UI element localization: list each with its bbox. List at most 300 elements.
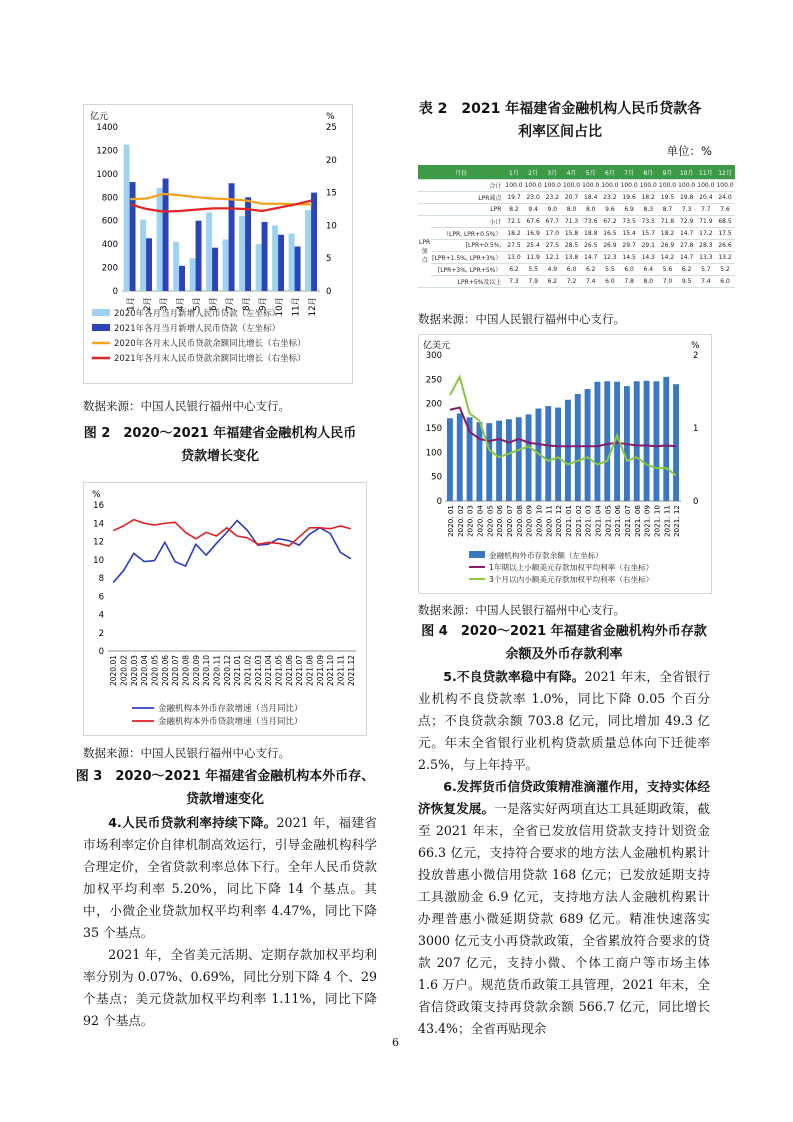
rate-table-cell: 27.5 xyxy=(504,240,523,252)
fig2-bar-2020 xyxy=(223,239,229,291)
table2-title-line2: 利率区间占比 xyxy=(518,124,602,140)
fig4-x-tick: 2020. 07 xyxy=(504,505,514,538)
fig4-x-tick: 2020. 08 xyxy=(514,505,524,538)
fig4-left-tick: 250 xyxy=(425,375,442,386)
rate-table-cell: 16.5 xyxy=(600,228,619,240)
rate-table-cell: 73.5 xyxy=(620,216,639,228)
fig4-bar xyxy=(447,418,453,501)
fig2-bar-2021 xyxy=(179,266,185,291)
fig4-x-tick: 2021. 08 xyxy=(632,505,642,538)
rate-table-cell: 72.1 xyxy=(504,216,523,228)
fig4-bar xyxy=(555,408,561,501)
rate-table-cell: 7.9 xyxy=(524,276,543,288)
rate-table-row xyxy=(418,240,735,252)
fig3-x-tick: 2020.04 xyxy=(140,655,150,687)
para-6-body: 一是落实好两项直达工具延期政策，截至 2021 年末，全省已发放信用贷款支持计划资金 66.3 亿元，支持符合要求的地方法人金融机构累计投放普惠小微信用贷款 168 亿元；已发放延期支持工具激励金 6.9 亿元，支持地方法人金融机构累计办理普惠小微延期贷款 689 亿元。精准快速落实 3000 亿元支小再贷款政策，全省累放符合要求的贷款 207 亿元，支持小微、个体工商户等市场主体 1.6 万户。规范货币政策工具管理，2021 年末，全省信贷政策支持再贷款余额 566.7 亿元，同比增长 43.4%；全省再贴现余 xyxy=(418,801,711,1036)
fig4-legend-swatch xyxy=(469,551,485,558)
rate-table-cell: 6.0 xyxy=(620,264,639,276)
fig3-x-tick: 2020.11 xyxy=(212,655,222,687)
fig3-x-tick: 2021.03 xyxy=(253,655,263,687)
rate-table-cell: 71.9 xyxy=(696,216,715,228)
fig3-x-tick: 2021.10 xyxy=(326,655,336,687)
fig4-x-tick: 2020. 03 xyxy=(465,505,475,538)
fig3-x-tick: 2021.05 xyxy=(274,655,284,687)
fig4-x-tick: 2021. 02 xyxy=(573,505,583,538)
fig2-right-unit: % xyxy=(326,112,335,122)
rate-table-cell: 26.5 xyxy=(581,240,600,252)
rate-table-cell: 16.9 xyxy=(524,228,543,240)
rate-table-cell: 8.0 xyxy=(581,204,600,216)
fig4-left-tick: 300 xyxy=(425,351,442,361)
fig3-legend-label: 金融机构本外币存款增速（当月同比） xyxy=(158,704,303,714)
fig2-bar-2021 xyxy=(295,246,301,291)
rate-table-cell: 5.6 xyxy=(658,264,677,276)
rate-table-row-label: LPR减点 xyxy=(431,192,504,204)
table2-unit: 单位：% xyxy=(666,144,712,158)
rate-table-row-label: 合计 xyxy=(431,180,504,192)
fig2-x-tick: 9月 xyxy=(258,297,269,311)
rate-table-cell: 67.6 xyxy=(524,216,543,228)
fig4-left-tick: 0 xyxy=(436,497,442,507)
fig3-y-tick: 4 xyxy=(98,610,104,621)
rate-table-cell: 13.8 xyxy=(562,252,581,264)
fig2-bar-2020 xyxy=(256,244,262,291)
rate-table-row xyxy=(418,276,735,288)
fig3-x-tick: 2021.12 xyxy=(346,655,356,687)
rate-table-cell: 14.2 xyxy=(658,252,677,264)
fig2-bar-2021 xyxy=(245,197,251,291)
fig4-bar xyxy=(486,423,492,501)
fig4-x-tick: 2021. 07 xyxy=(622,505,632,538)
rate-table-cell: 18.2 xyxy=(639,192,658,204)
fig2-x-tick: 11月 xyxy=(291,297,302,317)
page-number: 6 xyxy=(392,1036,399,1049)
rate-table-cell: 26.6 xyxy=(715,240,734,252)
rate-table-header-cell: 8月 xyxy=(639,165,658,180)
fig2-left-tick: 600 xyxy=(101,216,118,227)
rate-table-cell: 8.7 xyxy=(658,204,677,216)
rate-table-cell: 100.0 xyxy=(504,180,523,192)
rate-table-cell: 7.0 xyxy=(658,276,677,288)
rate-table-cell: 26.9 xyxy=(600,240,619,252)
fig4-x-tick: 2021. 06 xyxy=(613,505,623,538)
fig3-x-tick: 2020.09 xyxy=(191,655,201,687)
fig4-bar xyxy=(673,384,679,501)
rate-table-cell: 7.7 xyxy=(696,204,715,216)
fig2-bar-2020 xyxy=(140,220,146,291)
fig4-bar xyxy=(604,381,610,501)
rate-table-cell: 11.9 xyxy=(524,252,543,264)
rate-table-cell: 5.2 xyxy=(715,264,734,276)
rate-table-cell: 6.2 xyxy=(504,264,523,276)
fig2-x-tick: 2月 xyxy=(142,297,153,311)
rate-table-cell: 28.3 xyxy=(696,240,715,252)
rate-table-header-cell: 4月 xyxy=(562,165,581,180)
fig2-x-tick: 7月 xyxy=(225,297,236,311)
fig4-chart xyxy=(419,335,711,593)
rate-table-header-cell: 6月 xyxy=(600,165,619,180)
fig3-x-tick: 2020.08 xyxy=(181,655,191,687)
table2-source: 数据来源：中国人民银行福州中心支行。 xyxy=(418,312,625,326)
para-4 xyxy=(83,812,377,944)
fig4-bar xyxy=(476,422,482,501)
fig3-x-tick: 2020.10 xyxy=(202,655,212,687)
fig4-x-tick: 2021. 04 xyxy=(593,505,603,538)
rate-table-row-label: 小计 xyxy=(431,216,504,228)
fig4-legend-label: 3个月以内小额美元存款加权平均利率（右坐标） xyxy=(489,575,654,584)
fig4-x-tick: 2020. 02 xyxy=(455,505,465,538)
rate-table-cell: 9.0 xyxy=(543,204,562,216)
rate-table-cell: 29.1 xyxy=(639,240,658,252)
rate-table-cell: 14.7 xyxy=(677,252,696,264)
rate-table-cell: 8.3 xyxy=(639,204,658,216)
fig4-left-tick: 100 xyxy=(425,448,442,459)
rate-table-cell: 71.3 xyxy=(562,216,581,228)
fig4-chart-box xyxy=(418,334,712,594)
fig4-x-tick: 2020. 01 xyxy=(445,505,455,538)
fig3-y-tick: 16 xyxy=(93,501,104,511)
rate-table-header-cell: 10月 xyxy=(677,165,696,180)
rate-table-cell: 19.5 xyxy=(658,192,677,204)
rate-table-cell: 100.0 xyxy=(658,180,677,192)
fig3-x-tick: 2021.09 xyxy=(315,655,325,687)
rate-table-cell: 19.6 xyxy=(620,192,639,204)
fig3-y-tick: 14 xyxy=(93,519,104,530)
fig3-y-tick: 6 xyxy=(98,592,104,603)
fig4-left-tick: 50 xyxy=(431,472,442,483)
rate-table-cell: 100.0 xyxy=(600,180,619,192)
para-6 xyxy=(418,776,710,1040)
rate-table-cell: 12.3 xyxy=(600,252,619,264)
rate-table-cell: 15.4 xyxy=(620,228,639,240)
fig2-bar-2020 xyxy=(190,258,196,291)
rate-table-cell: 6.0 xyxy=(562,264,581,276)
fig2-bar-2021 xyxy=(278,235,284,291)
fig4-left-tick: 200 xyxy=(425,399,442,410)
rate-table-header-cell: 月份 xyxy=(418,165,504,180)
fig4-bar xyxy=(496,421,502,501)
para-5-body: 2021 年末，全省银行业机构不良贷款率 1.0%，同比下降 0.05 个百分点；不良贷款余额 703.8 亿元，同比增加 49.3 亿元。年末全省银行业机构贷款质量总体向下迁徙率 2.5%，与上年持平。 xyxy=(418,669,710,772)
fig3-source: 数据来源：中国人民银行福州中心支行。 xyxy=(83,746,290,760)
fig2-left-tick: 200 xyxy=(101,263,118,274)
rate-table-cell: 9.5 xyxy=(677,276,696,288)
rate-table-cell: 13.0 xyxy=(504,252,523,264)
fig4-x-tick: 2021. 01 xyxy=(563,505,573,538)
rate-table-header-cell: 5月 xyxy=(581,165,600,180)
fig2-legend-label: 2020年各月末人民币贷款余额同比增长（右坐标） xyxy=(114,339,306,349)
fig2-legend-swatch xyxy=(92,324,110,331)
fig2-x-tick: 12月 xyxy=(307,297,318,317)
fig3-x-tick: 2021.07 xyxy=(295,655,305,687)
rate-table-row-label: [LPR+3%, LPR+5%） xyxy=(431,264,504,276)
rate-table-cell: 8.0 xyxy=(639,276,658,288)
rate-table-cell: 18.4 xyxy=(581,192,600,204)
rate-table-group-label: LPR加点 xyxy=(418,216,431,288)
rate-table-cell: 67.2 xyxy=(600,216,619,228)
rate-table-cell: 15.8 xyxy=(562,228,581,240)
fig4-bar xyxy=(585,389,591,501)
fig4-bar xyxy=(526,414,532,501)
fig4-right-tick: 0 xyxy=(693,497,699,507)
fig3-caption xyxy=(72,765,378,811)
para-4-body: 2021 年，福建省市场利率定价自律机制高效运行，引导金融机构科学合理定价，全省贷款利率总体下行。全年人民币贷款加权平均利率 5.20%，同比下降 14 个基点。其中，小微企业贷款加权平均利率 4.47%，同比下降 35 个基点。 xyxy=(83,815,377,940)
rate-table-header xyxy=(418,165,735,180)
para-5-title: 5.不良贷款率稳中有降。 xyxy=(443,669,585,684)
fig4-bar xyxy=(457,413,463,501)
fig2-right-tick: 5 xyxy=(326,254,332,265)
para-6-title: 6.发挥货币信贷政策精准滴灌作用，支持实体经济恢复发展。 xyxy=(418,779,710,816)
fig4-left-tick: 150 xyxy=(425,424,442,434)
rate-table-row-label: LPR xyxy=(431,204,504,216)
rate-table-cell: 6.9 xyxy=(620,204,639,216)
fig3-unit: % xyxy=(92,490,101,500)
fig4-x-tick: 2021. 10 xyxy=(652,505,662,538)
rate-table-row-label: [LPR+1.5%, LPR+3%） xyxy=(431,252,504,264)
fig4-left-unit: 亿美元 xyxy=(423,341,451,351)
rate-table-cell: 6.2 xyxy=(543,276,562,288)
fig4-bar xyxy=(575,394,581,501)
fig2-bar-2020 xyxy=(289,234,295,291)
fig3-x-tick: 2021.08 xyxy=(305,655,315,687)
fig4-bar xyxy=(545,406,551,501)
fig3-x-tick: 2020.05 xyxy=(150,655,160,687)
fig4-legend-label: 金融机构外币存款余额（左坐标） xyxy=(489,551,603,560)
fig2-left-tick: 1000 xyxy=(96,169,118,180)
table2-title xyxy=(410,98,710,144)
fig2-left-tick: 1200 xyxy=(96,146,118,157)
fig2-left-tick: 1400 xyxy=(96,123,118,133)
fig3-line-deposit xyxy=(113,521,351,583)
rate-table-cell: 9.6 xyxy=(600,204,619,216)
fig2-bar-2021 xyxy=(163,179,169,291)
rate-table-header-cell: 2月 xyxy=(524,165,543,180)
table2-box xyxy=(418,165,734,288)
rate-table-cell: 12.1 xyxy=(543,252,562,264)
fig4-line-3m xyxy=(450,377,676,476)
fig4-bar xyxy=(634,381,640,501)
fig4-bar xyxy=(644,381,650,501)
fig3-y-tick: 2 xyxy=(98,628,104,639)
fig2-bar-2020 xyxy=(173,242,179,291)
rate-table-row xyxy=(418,252,735,264)
fig4-x-tick: 2020. 09 xyxy=(524,505,534,538)
fig4-source: 数据来源：中国人民银行福州中心支行。 xyxy=(418,603,625,617)
fig4-right-unit: % xyxy=(691,341,700,351)
fig2-bar-2020 xyxy=(305,210,311,291)
fig2-bar-2021 xyxy=(262,222,268,291)
fig2-bar-2021 xyxy=(212,248,218,291)
rate-table-cell: 5.5 xyxy=(524,264,543,276)
fig4-bar xyxy=(516,417,522,501)
fig2-legend-label: 2020年各月当月新增人民币贷款（左坐标） xyxy=(114,309,281,319)
fig2-right-tick: 25 xyxy=(326,123,337,133)
fig4-bar xyxy=(594,382,600,501)
rate-table-cell: 14.3 xyxy=(639,252,658,264)
rate-table-cell: 7.6 xyxy=(715,204,734,216)
fig3-x-tick: 2021.04 xyxy=(264,655,274,687)
fig2-legend-label: 2021年各月当月新增人民币贷款（左坐标） xyxy=(114,324,281,334)
fig2-legend-label: 2021年各月末人民币贷款余额同比增长（右坐标） xyxy=(114,354,306,364)
fig2-x-tick: 4月 xyxy=(175,297,186,311)
fig2-x-tick: 10月 xyxy=(274,297,285,317)
rate-table-cell: 27.8 xyxy=(677,240,696,252)
rate-table-cell: 6.4 xyxy=(639,264,658,276)
fig4-right-tick: 2 xyxy=(693,351,699,361)
rate-table-cell: 14.5 xyxy=(620,252,639,264)
fig4-x-tick: 2020. 11 xyxy=(544,505,554,538)
rate-table-cell: 7.3 xyxy=(504,276,523,288)
fig2-x-tick: 1月 xyxy=(126,297,137,311)
fig2-bar-2020 xyxy=(206,213,212,291)
fig2-x-tick: 3月 xyxy=(159,297,170,311)
rate-table-cell: 72.9 xyxy=(677,216,696,228)
fig4-caption xyxy=(410,620,718,666)
rate-table-empty xyxy=(418,180,431,192)
rate-table-cell: 18.2 xyxy=(658,228,677,240)
fig4-x-tick: 2021. 03 xyxy=(583,505,593,538)
rate-table-row xyxy=(418,264,735,276)
rate-table-cell: 27.5 xyxy=(543,240,562,252)
fig2-bar-2021 xyxy=(311,193,317,291)
fig4-bar xyxy=(506,419,512,501)
fig2-right-tick: 20 xyxy=(326,155,337,166)
fig2-left-unit: 亿元 xyxy=(90,112,109,122)
fig3-x-tick: 2020.06 xyxy=(160,655,170,687)
rate-table-header-cell: 1月 xyxy=(504,165,523,180)
para-4-title: 4.人民币贷款利率持续下降。 xyxy=(108,815,277,830)
fig3-chart-box xyxy=(83,482,367,736)
rate-table-cell: 6.0 xyxy=(715,276,734,288)
rate-table-cell: 7.8 xyxy=(620,276,639,288)
rate-table-cell: 23.2 xyxy=(600,192,619,204)
fig2-legend-swatch xyxy=(92,309,110,316)
fig3-y-tick: 10 xyxy=(93,555,104,566)
rate-table xyxy=(418,165,735,288)
rate-table-cell: 100.0 xyxy=(620,180,639,192)
fig2-left-tick: 800 xyxy=(101,193,118,204)
rate-table-cell: 100.0 xyxy=(639,180,658,192)
rate-table-cell: 14.7 xyxy=(677,228,696,240)
rate-table-cell: 8.2 xyxy=(504,204,523,216)
para-4-cont: 2021 年，全省美元活期、定期存款加权平均利率分别为 0.07%、0.69%，同比分别下降 4 个、29 个基点；美元贷款加权平均利率 1.11%，同比下降 92 个基点。 xyxy=(83,947,377,1028)
rate-table-cell: 13.3 xyxy=(696,252,715,264)
fig4-legend-label: 1年期以上小额美元存款加权平均利率（右坐标） xyxy=(489,563,654,572)
fig3-caption-line1: 图 3 2020～2021 年福建省金融机构本外币存、 xyxy=(75,769,375,784)
fig2-bar-2021 xyxy=(196,221,202,291)
rate-table-cell: 100.0 xyxy=(524,180,543,192)
fig4-x-tick: 2020. 10 xyxy=(534,505,544,538)
fig3-caption-line2: 贷款增速变化 xyxy=(185,792,264,807)
fig2-caption-line1: 图 2 2020～2021 年福建省金融机构人民币 xyxy=(83,426,357,441)
rate-table-cell: 71.8 xyxy=(658,216,677,228)
rate-table-cell: 100.0 xyxy=(581,180,600,192)
rate-table-row xyxy=(418,216,735,228)
rate-table-row xyxy=(418,204,735,216)
rate-table-row-label: （LPR, LPR+0.5%） xyxy=(431,228,504,240)
fig3-x-tick: 2020.12 xyxy=(222,655,232,687)
rate-table-empty xyxy=(418,192,431,204)
rate-table-cell: 13.2 xyxy=(715,252,734,264)
rate-table-cell: 20.4 xyxy=(696,192,715,204)
fig4-line-1y xyxy=(450,408,676,447)
rate-table-cell: 100.0 xyxy=(715,180,734,192)
rate-table-cell: 29.7 xyxy=(620,240,639,252)
fig3-x-tick: 2021.11 xyxy=(336,655,346,687)
rate-table-row xyxy=(418,180,735,192)
fig3-x-tick: 2021.06 xyxy=(284,655,294,687)
rate-table-cell: 6.2 xyxy=(581,264,600,276)
rate-table-row xyxy=(418,192,735,204)
rate-table-row xyxy=(418,228,735,240)
fig3-y-tick: 12 xyxy=(93,537,104,548)
rate-table-header-cell: 9月 xyxy=(658,165,677,180)
fig3-y-tick: 8 xyxy=(98,574,104,584)
fig4-x-tick: 2021. 09 xyxy=(642,505,652,538)
rate-table-cell: 73.5 xyxy=(639,216,658,228)
table2-title-line1: 表 2 2021 年福建省金融机构人民币贷款各 xyxy=(418,101,702,117)
rate-table-cell: 17.0 xyxy=(543,228,562,240)
fig2-source: 数据来源：中国人民银行福州中心支行。 xyxy=(83,399,290,413)
rate-table-cell: 73.6 xyxy=(581,216,600,228)
rate-table-cell: 6.0 xyxy=(600,276,619,288)
rate-table-cell: 4.9 xyxy=(543,264,562,276)
rate-table-cell: 15.7 xyxy=(639,228,658,240)
fig2-right-tick: 15 xyxy=(326,188,337,199)
rate-table-cell: 7.4 xyxy=(696,276,715,288)
rate-table-cell: 28.5 xyxy=(562,240,581,252)
fig2-bar-2020 xyxy=(124,145,130,291)
fig4-x-tick: 2020. 05 xyxy=(485,505,495,538)
fig3-x-tick: 2021.02 xyxy=(243,655,253,687)
fig3-x-tick: 2020.02 xyxy=(119,655,129,687)
rate-table-header-cell: 3月 xyxy=(543,165,562,180)
rate-table-empty xyxy=(418,204,431,216)
fig4-x-tick: 2020. 06 xyxy=(495,505,505,538)
fig2-chart xyxy=(84,105,352,383)
rate-table-cell: 100.0 xyxy=(562,180,581,192)
rate-table-cell: 7.4 xyxy=(581,276,600,288)
rate-table-cell: 67.7 xyxy=(543,216,562,228)
rate-table-header-cell: 7月 xyxy=(620,165,639,180)
fig2-right-tick: 0 xyxy=(326,287,332,297)
fig4-bar xyxy=(663,377,669,501)
fig4-x-tick: 2021. 11 xyxy=(662,505,672,538)
rate-table-header-cell: 11月 xyxy=(696,165,715,180)
fig3-y-tick: 0 xyxy=(98,647,104,657)
fig3-x-tick: 2020.03 xyxy=(129,655,139,687)
rate-table-cell: 19.8 xyxy=(677,192,696,204)
rate-table-cell: 68.5 xyxy=(715,216,734,228)
fig3-chart xyxy=(84,483,366,735)
fig3-legend-label: 金融机构本外币贷款增速（当月同比） xyxy=(158,717,303,727)
rate-table-cell: 18.8 xyxy=(581,228,600,240)
rate-table-cell: 7.2 xyxy=(562,276,581,288)
fig4-caption-line1: 图 4 2020～2021 年福建省金融机构外币存款 xyxy=(421,624,707,639)
rate-table-cell: 7.3 xyxy=(677,204,696,216)
rate-table-cell: 17.5 xyxy=(715,228,734,240)
fig4-x-tick: 2020. 12 xyxy=(554,505,564,538)
rate-table-cell: 100.0 xyxy=(543,180,562,192)
fig2-bar-2020 xyxy=(239,216,245,291)
rate-table-cell: 20.7 xyxy=(562,192,581,204)
fig2-bar-2020 xyxy=(272,225,278,291)
rate-table-header-cell: 12月 xyxy=(715,165,734,180)
rate-table-row-label: [LPR+0.5%, xyxy=(431,240,504,252)
rate-table-cell: 100.0 xyxy=(696,180,715,192)
fig4-x-tick: 2021. 12 xyxy=(672,505,682,538)
fig2-left-tick: 400 xyxy=(101,240,118,251)
rate-table-cell: 19.7 xyxy=(504,192,523,204)
